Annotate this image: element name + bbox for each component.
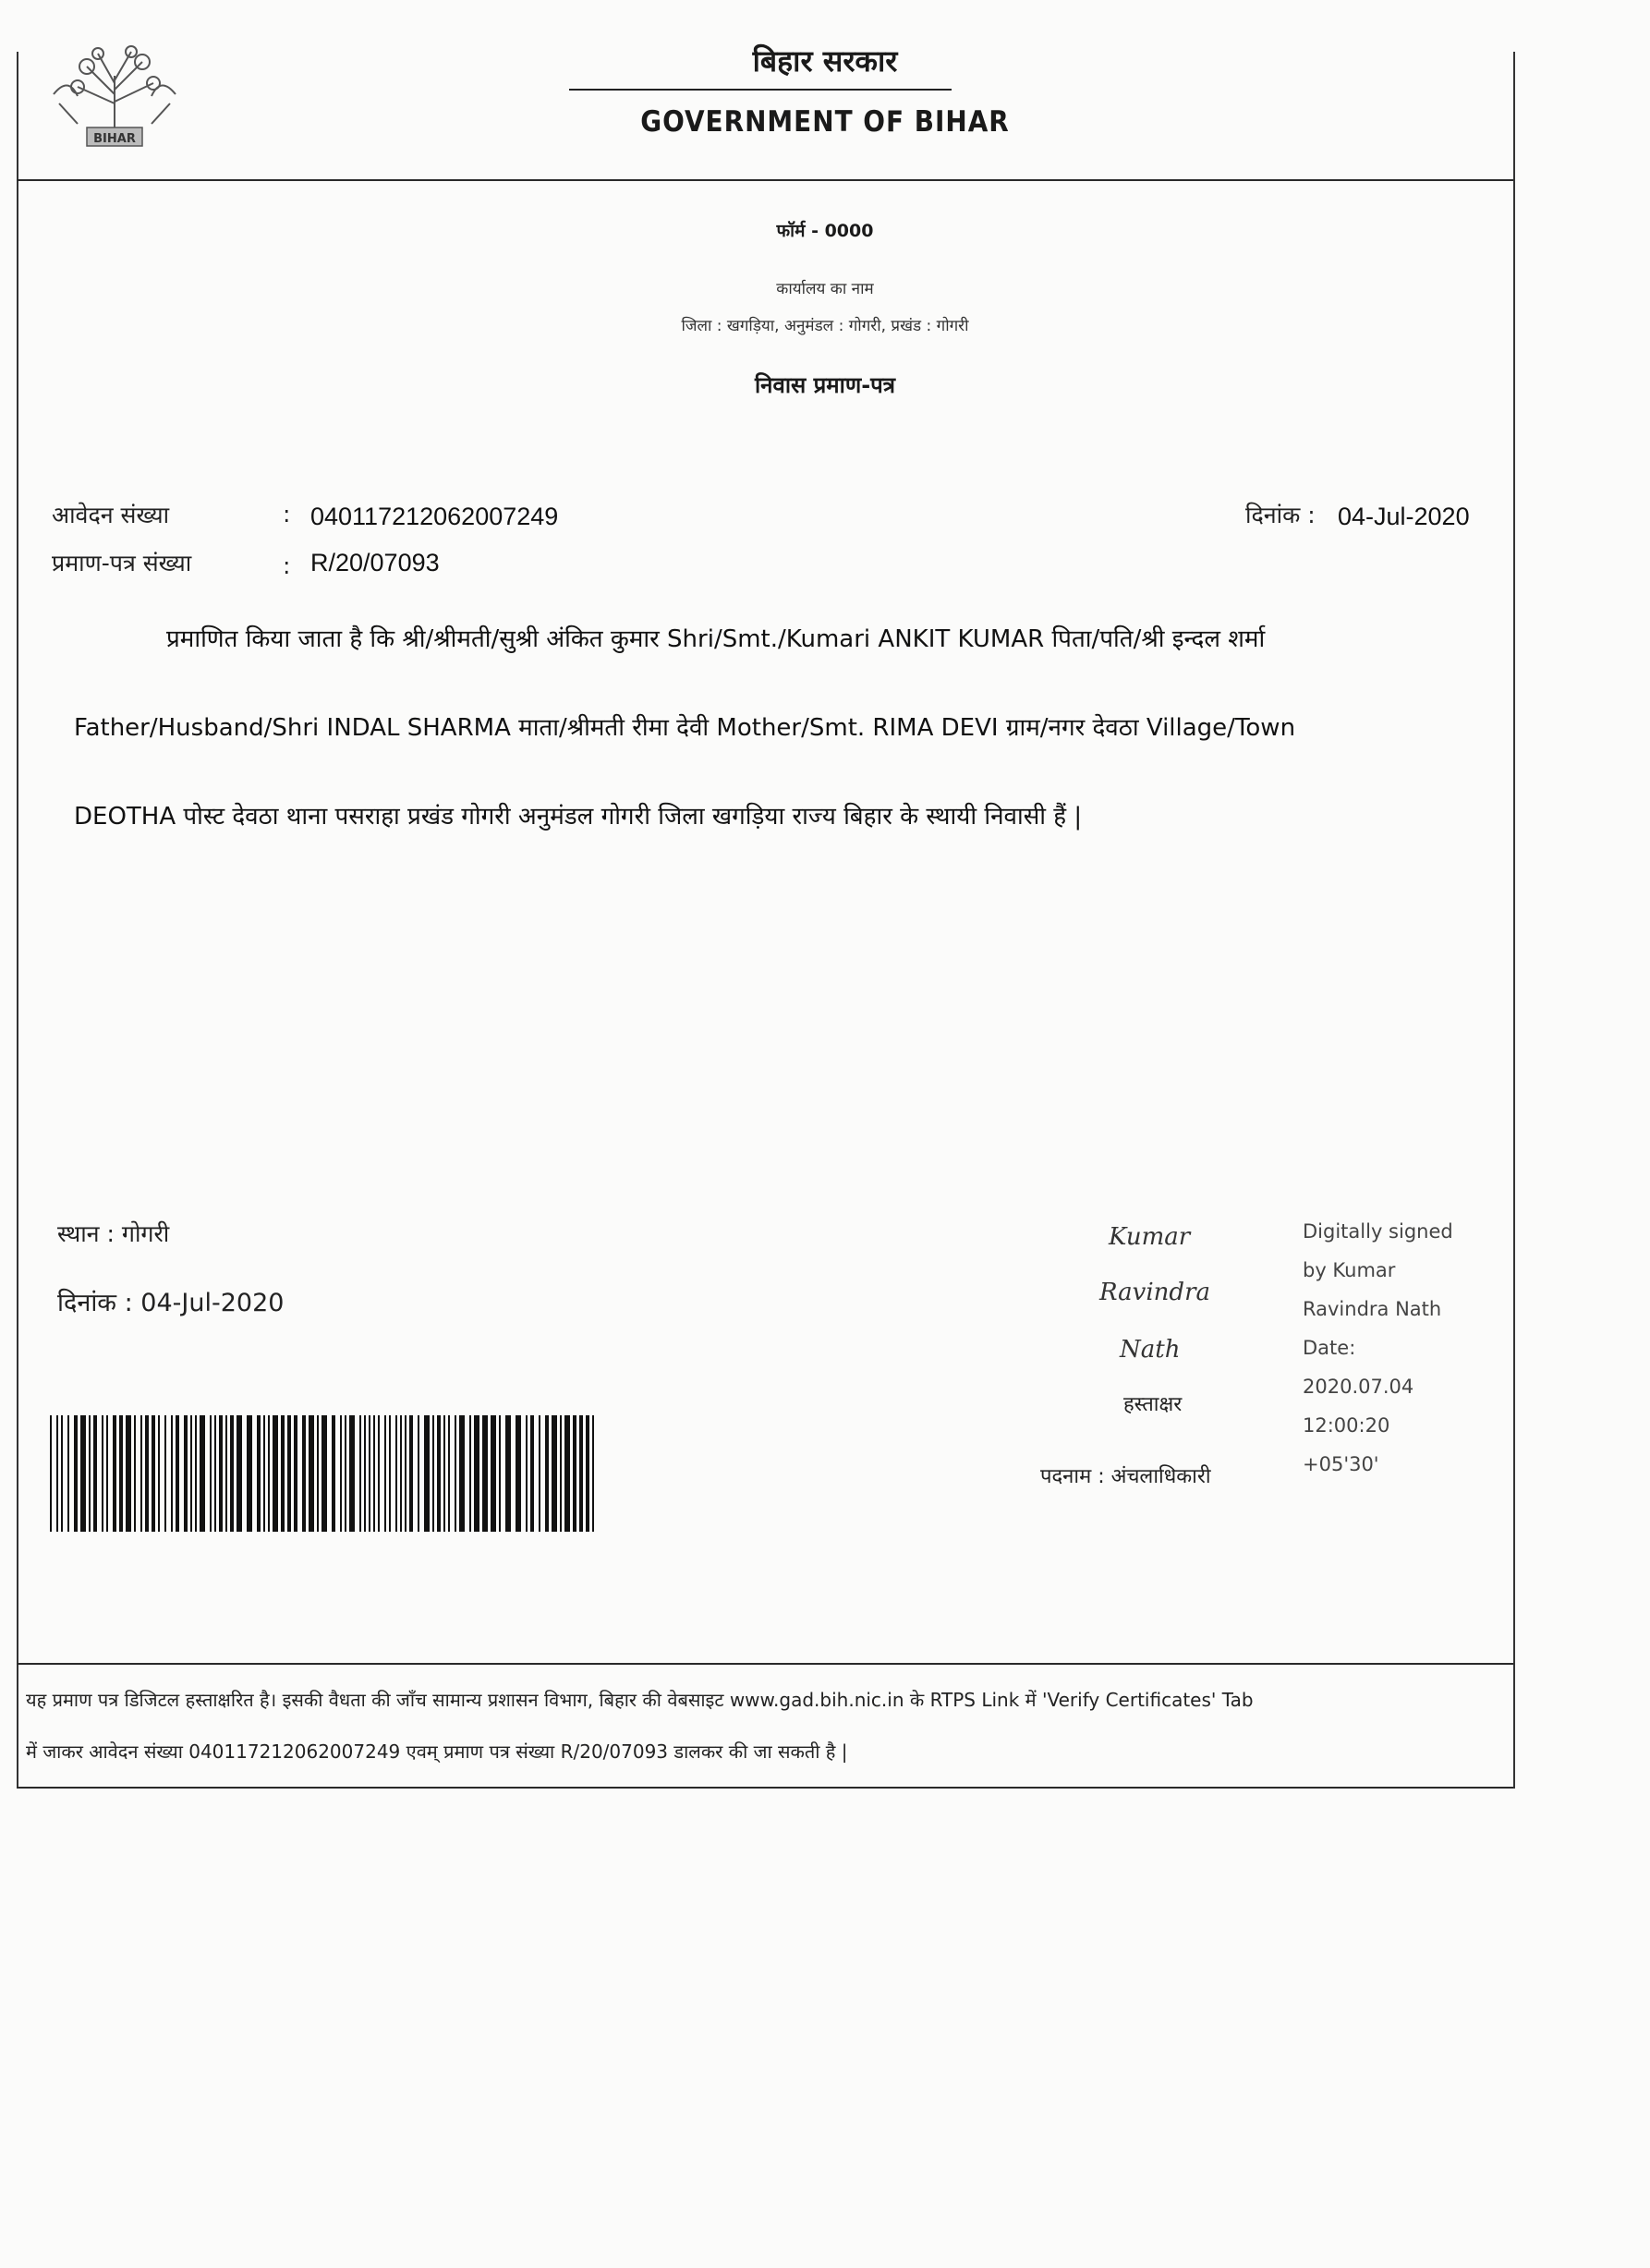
barcode-bar <box>369 1415 370 1532</box>
barcode-bar <box>247 1415 252 1532</box>
barcode-bar <box>592 1415 594 1532</box>
application-colon: : <box>283 501 291 528</box>
barcode-bar <box>176 1415 179 1532</box>
barcode-bar <box>437 1415 441 1532</box>
barcode-bar <box>469 1415 471 1532</box>
barcode-bar <box>106 1415 108 1532</box>
barcode-bar <box>516 1415 521 1532</box>
barcode-bar <box>400 1415 402 1532</box>
header-title-english: GOVERNMENT OF BIHAR <box>640 105 1010 139</box>
header-underline <box>569 89 952 91</box>
barcode-bar <box>545 1415 549 1532</box>
certificate-body-line-1: प्रमाणित किया जाता है कि श्री/श्रीमती/सुश्री अंकित कुमार Shri/Smt./Kumari ANKIT KUMAR पिता/पति/श्री इन्दल शर्मा <box>166 625 1266 653</box>
certificate-number: R/20/07093 <box>310 549 440 576</box>
barcode-bar <box>309 1415 314 1532</box>
barcode-bar <box>424 1415 430 1532</box>
barcode-bar <box>389 1415 391 1532</box>
barcode-bar <box>373 1415 375 1532</box>
footer-date: दिनांक : 04-Jul-2020 <box>57 1289 285 1317</box>
barcode-bar <box>526 1415 528 1532</box>
barcode-bar <box>448 1415 450 1532</box>
barcode-bar <box>263 1415 265 1532</box>
document-title: निवास प्रमाण-पत्र <box>754 372 896 398</box>
barcode-bar <box>134 1415 136 1532</box>
form-number: फॉर्म - 0000 <box>776 221 874 241</box>
barcode-bar <box>573 1415 576 1532</box>
barcode-bar <box>113 1415 116 1532</box>
barcode-bar <box>200 1415 205 1532</box>
barcode-bar <box>505 1415 511 1532</box>
barcode-bar <box>190 1415 192 1532</box>
barcode-bar <box>432 1415 434 1532</box>
barcode-bar <box>405 1415 406 1532</box>
barcode-bar <box>586 1415 589 1532</box>
certificate-body-line-2: Father/Husband/Shri INDAL SHARMA माता/श्रीमती रीमा देवी Mother/Smt. RIMA DEVI ग्राम/नगर देवठा Village/Town <box>74 714 1296 742</box>
signatory-name-line-3: Nath <box>1120 1336 1181 1364</box>
barcode-bar <box>145 1415 149 1532</box>
barcode-bar <box>171 1415 173 1532</box>
barcode-bar <box>384 1415 386 1532</box>
application-number: 040117212062007249 <box>310 503 559 530</box>
barcode-bar <box>184 1415 188 1532</box>
barcode-bar <box>345 1415 346 1532</box>
barcode-bar <box>579 1415 583 1532</box>
barcode-bar <box>237 1415 242 1532</box>
barcode-bar <box>158 1415 160 1532</box>
barcode-bar <box>126 1415 131 1532</box>
barcode-bar <box>74 1415 78 1532</box>
digital-signature-block: Digitally signed by Kumar Ravindra Nath Date: 2020.07.04 12:00:20 +05'30' <box>1303 1220 1453 1475</box>
barcode-bar <box>61 1415 63 1532</box>
barcode-bar <box>89 1415 91 1532</box>
barcode-bar <box>140 1415 142 1532</box>
barcode-bar <box>491 1415 496 1532</box>
header-title-hindi: बिहार सरकार <box>752 43 898 79</box>
barcode-bar <box>294 1415 297 1532</box>
barcode-bar <box>539 1415 540 1532</box>
signature-label: हस्ताक्षर <box>1123 1393 1183 1416</box>
barcode-bar <box>210 1415 212 1532</box>
barcode-bar <box>340 1415 342 1532</box>
barcode-bar <box>102 1415 103 1532</box>
barcode-bar <box>322 1415 327 1532</box>
barcode-bar <box>564 1415 570 1532</box>
barcode-bar <box>268 1415 270 1532</box>
barcode-bar <box>50 1415 52 1532</box>
barcode-bar <box>119 1415 123 1532</box>
barcode-bar <box>359 1415 361 1532</box>
barcode-bar <box>455 1415 456 1532</box>
barcode-bar <box>225 1415 227 1532</box>
header-divider <box>17 179 1513 181</box>
barcode-bar <box>273 1415 278 1532</box>
footer-bottom-rule <box>17 1787 1513 1789</box>
signatory-name-line-1: Kumar <box>1109 1223 1191 1251</box>
barcode-bar <box>395 1415 397 1532</box>
barcode <box>50 1415 599 1532</box>
issue-date-value: 04-Jul-2020 <box>1338 503 1470 530</box>
verification-note-line-2: में जाकर आवेदन संख्या 040117212062007249 एवम् प्रमाण पत्र संख्या R/20/07093 डालकर की जा सकती है | <box>26 1740 848 1763</box>
barcode-bar <box>409 1415 413 1532</box>
barcode-bar <box>349 1415 355 1532</box>
certificate-number-label: प्रमाण-पत्र संख्या <box>52 550 192 576</box>
emblem-label: BIHAR <box>93 132 136 146</box>
designation: पदनाम : अंचलाधिकारी <box>1040 1465 1211 1488</box>
barcode-bar <box>281 1415 285 1532</box>
issue-date-label: दिनांक : <box>1245 502 1316 528</box>
barcode-bar <box>378 1415 380 1532</box>
barcode-bar <box>287 1415 291 1532</box>
office-name: कार्यालय का नाम <box>776 280 874 298</box>
district-line: जिला : खगड़िया, अनुमंडल : गोगरी, प्रखंड : गोगरी <box>681 317 969 335</box>
barcode-bar <box>67 1415 69 1532</box>
barcode-bar <box>499 1415 501 1532</box>
place-label: स्थान : गोगरी <box>57 1220 170 1247</box>
certificate-body-line-3: DEOTHA पोस्ट देवठा थाना पसराहा प्रखंड गोगरी अनुमंडल गोगरी जिला खगड़िया राज्य बिहार के स्थायी निवासी हैं | <box>74 803 1083 831</box>
barcode-bar <box>56 1415 58 1532</box>
verification-note-line-1: यह प्रमाण पत्र डिजिटल हस्ताक्षरित है। इसकी वैधता की जाँच सामान्य प्रशासन विभाग, बिहार की वेबसाइट www.gad.bih.nic.in के RTPS Link में 'Verify Certificates' Tab <box>26 1689 1254 1711</box>
application-number-label: आवेदन संख्या <box>52 502 170 528</box>
barcode-bar <box>482 1415 488 1532</box>
barcode-bar <box>364 1415 366 1532</box>
barcode-bar <box>195 1415 197 1532</box>
barcode-bar <box>418 1415 419 1532</box>
barcode-bar <box>552 1415 557 1532</box>
barcode-bar <box>474 1415 479 1532</box>
barcode-bar <box>219 1415 223 1532</box>
barcode-bar <box>80 1415 86 1532</box>
barcode-bar <box>164 1415 166 1532</box>
barcode-bar <box>459 1415 465 1532</box>
barcode-bar <box>152 1415 155 1532</box>
barcode-bar <box>560 1415 562 1532</box>
barcode-bar <box>317 1415 319 1532</box>
barcode-bar <box>230 1415 234 1532</box>
signatory-name-line-2: Ravindra <box>1099 1279 1210 1306</box>
barcode-bar <box>302 1415 306 1532</box>
footer-top-rule <box>17 1663 1513 1665</box>
barcode-bar <box>443 1415 445 1532</box>
barcode-bar <box>530 1415 534 1532</box>
barcode-bar <box>257 1415 261 1532</box>
barcode-bar <box>214 1415 216 1532</box>
barcode-bar <box>332 1415 335 1532</box>
certificate-colon: : <box>283 552 291 579</box>
barcode-bar <box>93 1415 97 1532</box>
